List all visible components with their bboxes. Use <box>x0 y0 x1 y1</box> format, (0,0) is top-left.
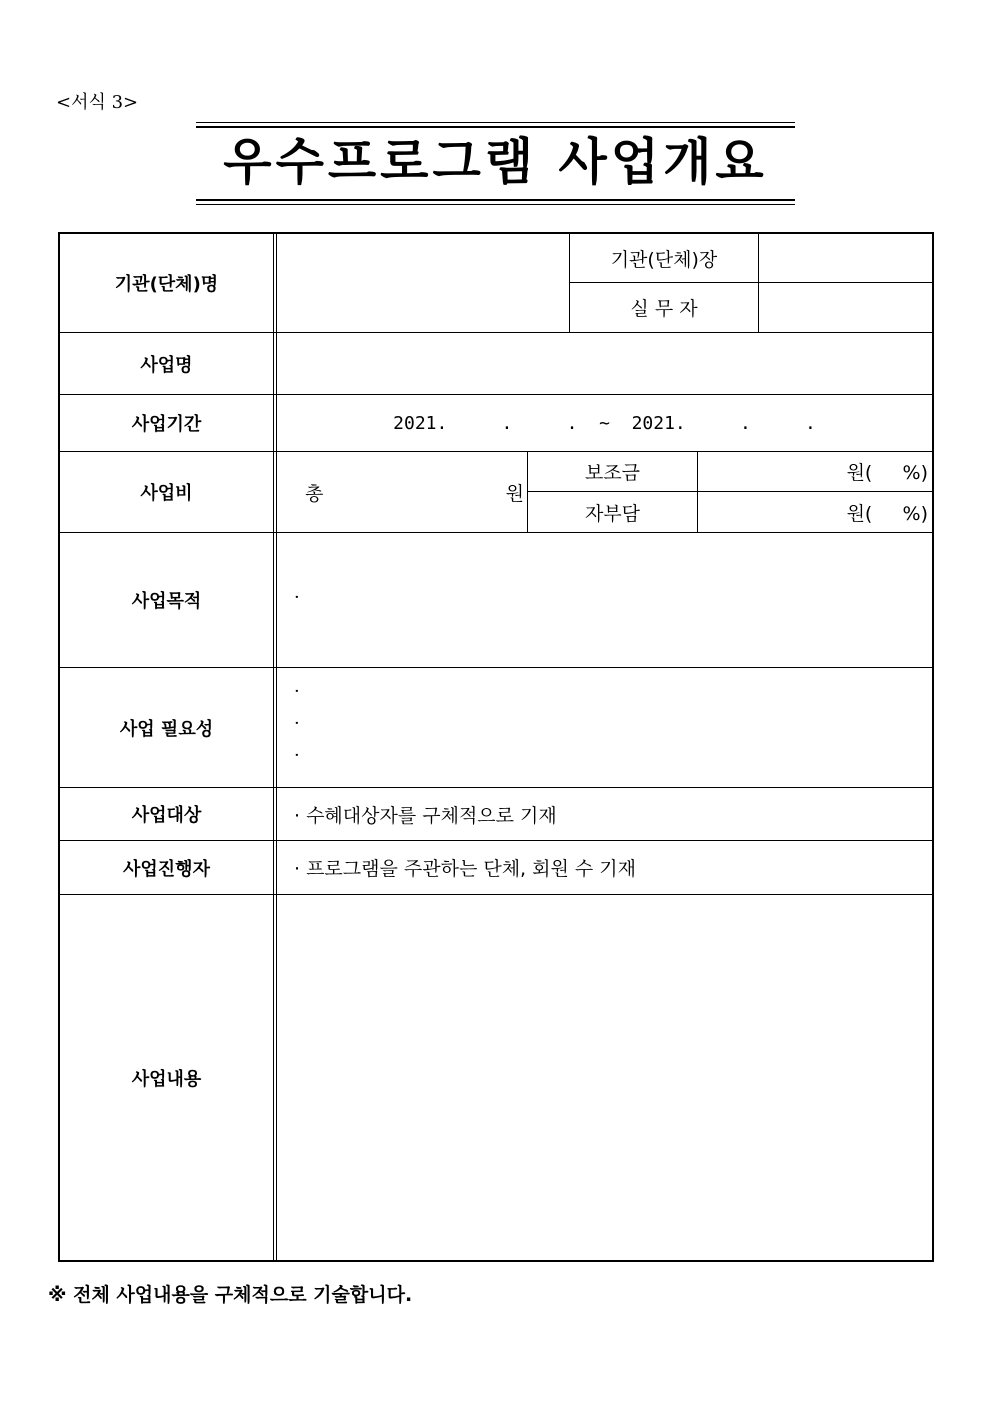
budget-label: 사업비 <box>140 483 193 504</box>
title-bottom-rule <box>196 204 795 205</box>
org-head-input[interactable] <box>759 234 932 282</box>
budget-total-prefix: 총 <box>305 482 324 505</box>
staff-label: 실 무 자 <box>630 298 698 320</box>
org-name-input[interactable] <box>277 234 569 332</box>
necessity-item: · <box>294 745 300 766</box>
title-bottom-rule-thick <box>196 199 795 201</box>
subsidy-value[interactable]: 원( %) <box>846 462 928 484</box>
project-overview-form <box>58 232 934 1262</box>
document-title: 우수프로그램 사업개요 <box>223 133 768 191</box>
project-period-value[interactable]: 2021. . . ~ 2021. . . <box>393 412 816 434</box>
necessity-list[interactable] <box>294 676 300 772</box>
org-head-label: 기관(단체)장 <box>610 248 718 271</box>
content-label: 사업내용 <box>131 1068 202 1090</box>
necessity-label: 사업 필요성 <box>119 718 214 740</box>
purpose-item: · <box>294 587 300 608</box>
operator-value[interactable]: · 프로그램을 주관하는 단체, 회원 수 기재 <box>294 858 636 880</box>
budget-total-unit: 원 <box>505 482 524 505</box>
staff-input[interactable] <box>759 283 932 332</box>
label-column-divider <box>273 234 274 1260</box>
org-name-label: 기관(단체)명 <box>114 274 219 295</box>
necessity-item: · <box>294 713 300 734</box>
target-label: 사업대상 <box>131 805 202 826</box>
subsidy-label: 보조금 <box>584 462 641 484</box>
self-burden-value[interactable]: 원( %) <box>846 502 928 525</box>
target-value[interactable]: · 수혜대상자를 구체적으로 기재 <box>294 804 557 827</box>
project-period-label: 사업기간 <box>131 414 202 435</box>
title-top-rule <box>196 122 795 123</box>
project-name-label: 사업명 <box>140 354 193 376</box>
operator-label: 사업진행자 <box>123 858 210 880</box>
necessity-item: · <box>294 681 300 702</box>
purpose-list[interactable] <box>294 582 300 614</box>
form-number: <서식 3> <box>56 92 139 113</box>
project-name-input[interactable] <box>277 333 932 394</box>
purpose-label: 사업목적 <box>131 591 202 612</box>
content-input[interactable] <box>277 895 932 1260</box>
self-burden-label: 자부담 <box>584 502 641 525</box>
footnote: ※ 전체 사업내용을 구체적으로 기술합니다. <box>48 1284 413 1306</box>
